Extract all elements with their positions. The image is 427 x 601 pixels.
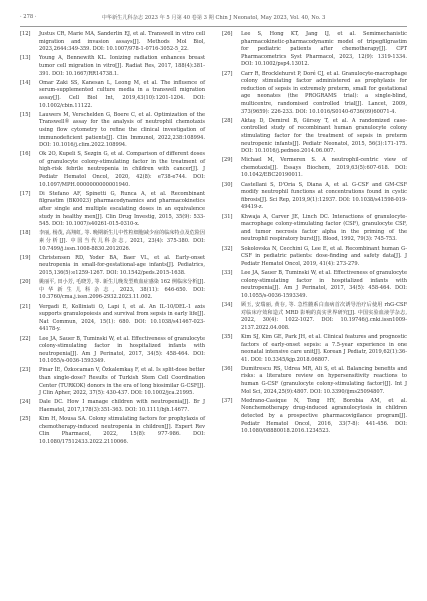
reference-text: Carr R, Brocklehurst P, Doré CJ, et al. Granulocyte-macrophage colony stimulating factor administered as prophylaxis for reduction of sepsis in extremely preterm, small for gestational age neonates (the PROGRAMS trial): a single-blind, multicentre, randomised controlled trial[J]. Lancet, 2009, 373(9659): 226-233. DOI: 10.1016/S0140-6736(09)60071-4.	[241, 70, 407, 115]
reference-number: [34]	[222, 301, 233, 308]
reference-number: [37]	[222, 397, 233, 404]
reference-number: [16]	[20, 151, 31, 158]
reference-item	[20, 191, 205, 229]
reference-number: [35]	[222, 333, 233, 340]
reference-number: [30]	[222, 181, 233, 188]
reference-item	[20, 31, 205, 54]
reference-item	[20, 304, 205, 334]
reference-text: Young A, Bennewith KL. Ionizing radiation enhances breast tumor cell migration in vitro[J]. Radiat Res, 2017, 188(4):381-391. DOI: 10.1667/RR14738.1.	[39, 55, 205, 77]
reference-item	[20, 416, 205, 446]
reference-item	[222, 31, 407, 69]
reference-column-left	[20, 31, 205, 448]
reference-text: 姚丽平, 田小芳, 毛晓芳, 等. 新生儿晚发型败血症感染 162 例临床分析[J]. 中华新生儿科杂志, 2023, 38(11): 646-650. DOI: 10.3760/cma.j.issn.2096-2932.2023.11.002.	[39, 279, 205, 301]
reference-text: Pinar İE, Özkocaman V, Özkalemkaş F, et al. Is split-dose better than single-dose? Results of Turkish Stem Cell Coordination Center (TURKOK) donors in the era of long biosimilar G-CSF[J]. J Clin Apher, 2022, 37(5): 430-437. DOI: 10.1002/jca.21995.	[39, 367, 205, 397]
reference-text: Justus CR, Marie MA, Sanderlin EJ, et al. Transwell in vitro cell migration and invasion assays[J]. Methods Mol Biol, 2023,2644:349-359. DOI: 10.1007/978-1-0716-3052-5_22.	[39, 31, 205, 53]
reference-text: Kim H, Mousa SA. Colony stimulating factors for prophylaxis of chemotherapy-induced neutropenia in children[J]. Expert Rev Clin Pharmacol, 2022, 15(8): 977-986. DOI: 10.1080/17512433.2022.2110066.	[39, 416, 205, 445]
reference-item	[20, 255, 205, 278]
reference-item	[222, 270, 407, 300]
reference-item	[222, 398, 407, 436]
page-header	[20, 14, 407, 23]
reference-text: Khwaja A, Carver JE, Linch DC. Interactions of granulocyte-macrophage colony-stimulating factor (CSF), granulocyte CSF, and tumor necrosis factor alpha in the priming of the neutrophil respiratory burst[J]. Blood, 1992, 79(3): 745-753.	[241, 213, 407, 243]
reference-item	[222, 334, 407, 364]
page-number: · 278 ·	[20, 14, 37, 20]
reference-text: Lee JA, Sauer B, Tuminski W, et al. Effectiveness of granulocyte colony-stimulating factor in hospitalized infants with neutropenia[J]. Am J Perinatol, 2017, 34(5): 458-464. DOI: 10.1055/s-0036-1593349.	[39, 335, 205, 365]
reference-number: [21]	[20, 303, 31, 310]
reference-item	[20, 112, 205, 150]
reference-item	[222, 157, 407, 180]
reference-number: [33]	[222, 269, 233, 276]
reference-number: [28]	[222, 117, 233, 124]
reference-text: Medrano-Casique N, Tong HY, Borobia AM, et al. Nonchemotherapy drug-induced agranulocytosis in children detected by a prospective pharmacovigilance program[J]. Pediatr Hematol Oncol, 2016, 33(7-8): 441-456. DOI: 10.1080/08880018.2016.1234523.	[241, 397, 407, 435]
reference-item	[222, 182, 407, 212]
reference-text: Dumitrescu RS, Udrea MR, Ali S, et al. Balancing benefits and risks: a literature review on hypersensitivity reactions to human G-CSF (granulocyte colony-stimulating factor)[J]. Int J Mol Sci, 2024,25(9):4807. DOI: 10.3390/ijms25094807.	[241, 365, 407, 395]
reference-text: Dale DC. How I manage children with neutropenia[J]. Br J Haematol, 2017,178(3):351-363. DOI: 10.1111/bjh.14677.	[39, 399, 205, 414]
reference-number: [26]	[222, 31, 233, 37]
reference-number: [25]	[20, 416, 31, 423]
reference-text: Castellani S, D'Oria S, Diana A, et al. G-CSF and GM-CSF modify neutrophil functions at concentrations found in cystic fibrosis[J]. Sci Rep, 2019,9(1):12937. DOI: 10.1038/s41598-019-49419-z.	[241, 181, 407, 211]
reference-item	[20, 279, 205, 302]
reference-text: 顾玉, 安瑞丽, 黄存, 等. 急性髓系白血病首次诱导治疗后使用 rhG-CSF 对临床疗效和造式 MRD 影响的真实世界研究[J]. 中国实验血液学杂志, 2022, 30(4): 1022-1027. DOI: 10.19746/j.cnki.issn1009-2137.2022.04.008.	[241, 301, 407, 331]
reference-item	[20, 55, 205, 78]
reference-number: [27]	[222, 70, 233, 77]
reference-number: [31]	[222, 213, 233, 220]
reference-number: [36]	[222, 365, 233, 372]
reference-item	[20, 399, 205, 414]
reference-number: [22]	[20, 335, 31, 342]
reference-number: [12]	[20, 31, 31, 37]
reference-item	[222, 246, 407, 269]
reference-text: Lauwers M, Verschelden G, Boere C, et al. Optimization of the Transwell® assay for the analysis of neutrophil chemotaxis using flow cytometry to refine the clinical investigation of immunodeficient patients[J]. Clin Immunol, 2022,238:108994. DOI: 10.1016/j.clim.2022.108994.	[39, 111, 205, 149]
reference-text: 李丽, 杨茂, 高翔虹, 等. 晚期新生儿中性粒细胞减少症的临床特点及危险因素分析[J]. 中国当代儿科杂志, 2021, 23(4): 375-380. DOI: 10.7499/j.issn.1008-8830.2012026.	[39, 230, 205, 252]
reference-number: [18]	[20, 230, 31, 237]
reference-number: [15]	[20, 111, 31, 118]
reference-number: [13]	[20, 55, 31, 62]
reference-text: Aktaş D, Demirel B, Gürsoy T, et al. A randomized case-controlled study of recombinant human granulocyte colony stimulating factor for the treatment of sepsis in preterm neutropenic infants[J]. Pediatr Neonatol, 2015, 56(3):171-175. DOI: 10.1016/j.pedneo.2014.06.007.	[241, 117, 407, 155]
reference-number: [24]	[20, 399, 31, 406]
reference-text: Michael M, Vermeren S. A neutrophil-centric view of chemotaxis[J]. Essays Biochem, 2019,63(5):607-618. DOI: 10.1042/EBC20190011.	[241, 157, 407, 179]
reference-text: Kim SJ, Kim GE, Park JH, et al. Clinical features and prognostic factors of early-onset sepsis: a 7.5-year experience in one neonatal intensive care unit[J]. Korean J Pediatr, 2019,62(1):36-41. DOI: 10.3345/kjp.2018.06807.	[241, 333, 407, 363]
journal-citation-header: 中华新生儿科杂志 2023 年 5 月第 40 卷第 3 期 Chin J Neonatol, May 2023, Vol. 40, No. 3	[101, 15, 326, 21]
reference-item	[222, 118, 407, 156]
reference-text: Ok 2O, Kupeli S, Sezgin G, et al. Comparison of different doses of granulocyte colony-stimulating factor in the treatment of high-risk febrile neutropenia in children with cancer[J]. J Pediatr Hematol Oncol, 2020, 42(8): e738-e744. DOI: 10.1097/MPH.0000000000001940.	[39, 151, 205, 188]
reference-item	[20, 80, 205, 110]
reference-item	[222, 71, 407, 117]
reference-number: [19]	[20, 254, 31, 261]
reference-number: [17]	[20, 190, 31, 197]
reference-column-right	[222, 31, 407, 437]
reference-text: Omar Zaki SS, Kanesan L, Leong M, et al. The influence of serum-supplemented culture media in a transwell migration assay[J]. Cell Biol Int, 2019,43(10):1201-1204. DOI: 10.1002/cbin.11122.	[39, 79, 205, 109]
reference-number: [29]	[222, 157, 233, 164]
reference-number: [32]	[222, 245, 233, 252]
reference-text: Lee S, Hong KT, Jang IJ, et al. Semimechanistic pharmacokinetic-pharmacodynamic model of tripegfilgrastim for pediatric patients after chemotherapy[J]. CPT Pharmacometrics Syst Pharmacol, 2023, 12(9): 1319-1334. DOI: 10.1002/psp4.13012.	[241, 31, 407, 68]
reference-item	[222, 302, 407, 332]
reference-text: Lee JA, Sauer B, Tuminski W, et al. Effectiveness of granulocyte colony-stimulating factor in hospitalized infants with neutropenia[J]. Am J Perinatol, 2017, 34(5): 458-464. DOI: 10.1055/s-0036-1593349.	[241, 269, 407, 299]
reference-text: Christensen RD, Yoder BA, Baer VL, et al. Early-onset neutropenia in small-for-gestational-age infants[J]. Pediatrics, 2015,136(5):e1259-1267. DOI: 10.1542/peds.2015-1638.	[39, 254, 205, 276]
reference-text: Di Stefano AF, Spinetti G, Runca A, et al. Recombinant filgrastim (BK0023) pharmacodynamics and pharmacokinetics after single and multiple escalating doses in an equivalence study in healthy men[J]. Clin Drug Investig, 2015, 35(9): 533-545. DOI: 10.1007/s40261-015-0310-x.	[39, 190, 205, 228]
reference-text: Sokolovska N, Cecchini G, Lee E, et al. Recombinant human G-CSF in pediatric patients: dose-finding and safety data[J]. J Pediatr Hematol Oncol, 2019, 41(4): 273-279.	[241, 245, 407, 267]
reference-item	[222, 366, 407, 396]
reference-number: [23]	[20, 367, 31, 374]
reference-item	[222, 214, 407, 244]
reference-item	[20, 151, 205, 189]
reference-number: [20]	[20, 279, 31, 286]
header-rule	[20, 26, 407, 27]
reference-item	[20, 367, 205, 397]
reference-number: [14]	[20, 79, 31, 86]
reference-item	[20, 336, 205, 366]
reference-text: Vergadi E, Kolliniati O, Lapi I, et al. An IL-10/DEL-1 axis supports granulopoiesis and survival from sepsis in early life[J]. Nat Commun, 2024, 15(1): 680. DOI: 10.1038/s41467-023-44178-y.	[39, 303, 205, 333]
reference-item	[20, 230, 205, 253]
